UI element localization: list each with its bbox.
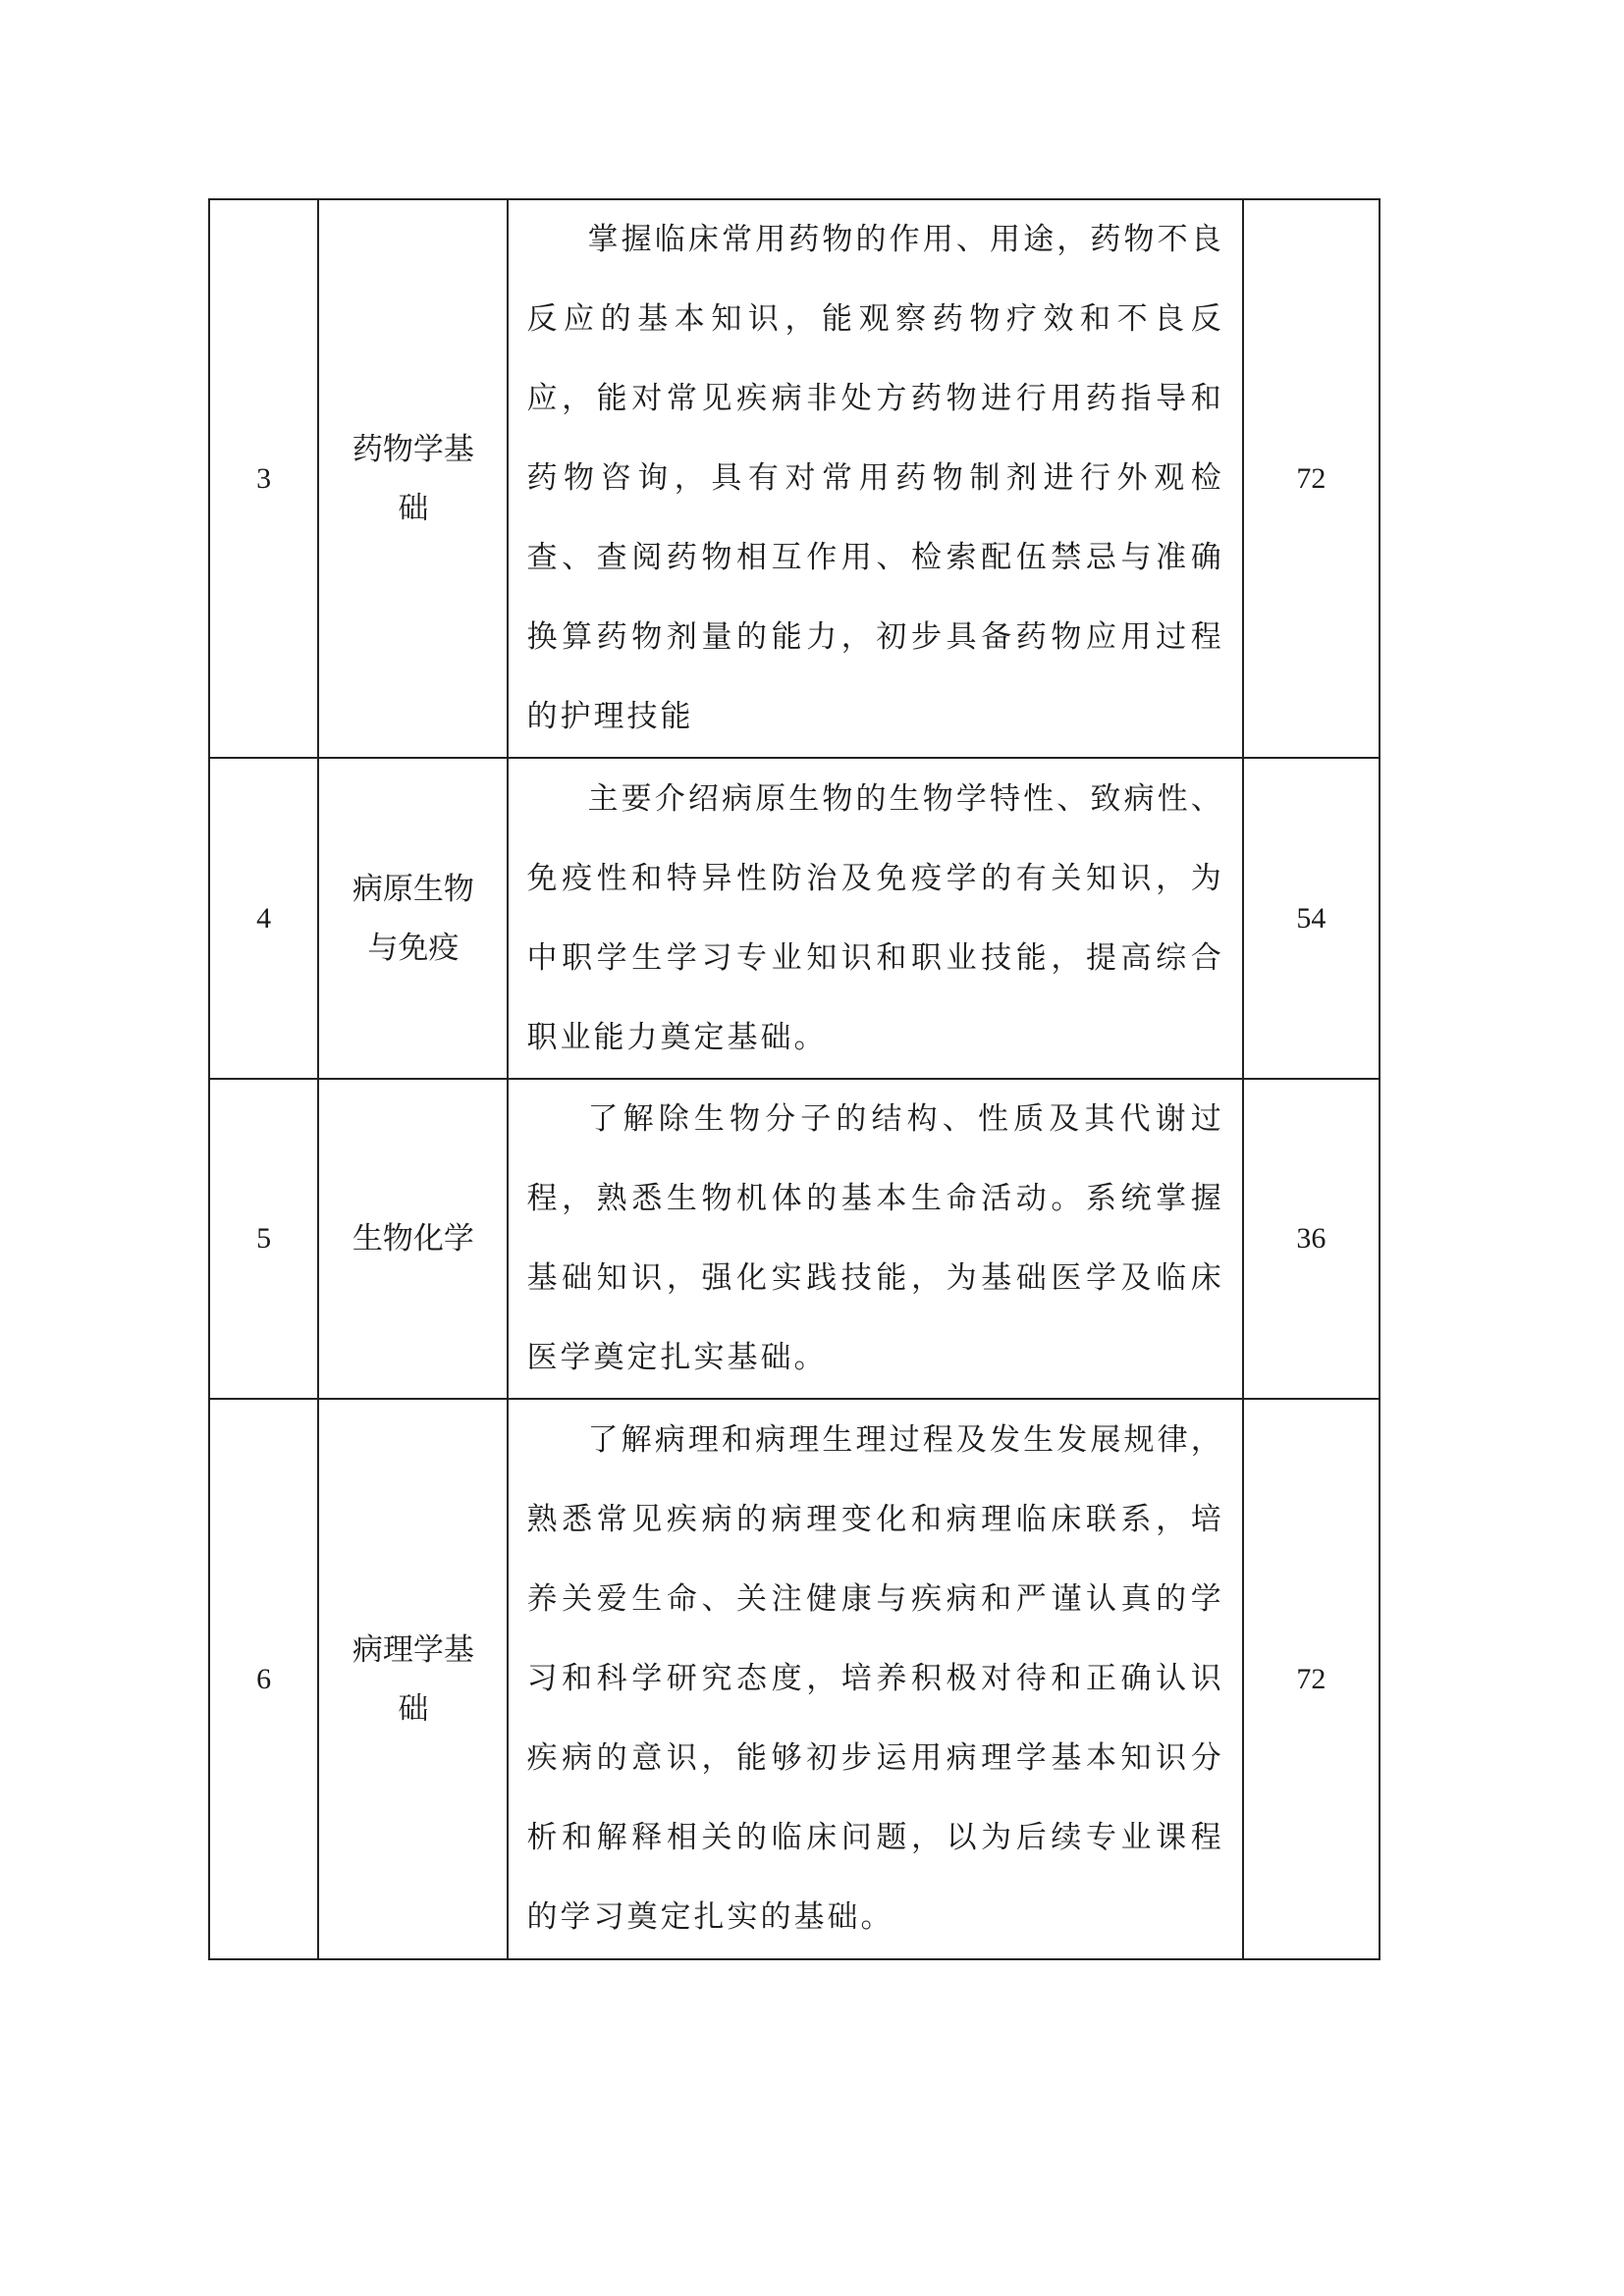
- course-description: 了解病理和病理生理过程及发生发展规律，熟悉常见疾病的病理变化和病理临床联系，培养关爱生命、关注健康与疾病和严谨认真的学习和科学研究态度，培养积极对待和正确认识疾病的意识，能够初步运用病理学基本知识分析和解释相关的临床问题，以为后续专业课程的学习奠定扎实的基础。: [508, 1399, 1242, 1959]
- table-row: [209, 1399, 1380, 1959]
- course-number: 3: [209, 199, 318, 758]
- course-name: 病理学基础: [352, 1631, 474, 1727]
- course-name-cell: [318, 758, 508, 1079]
- course-number: 6: [209, 1399, 318, 1959]
- course-name-cell: [318, 1399, 508, 1959]
- table-row: [209, 758, 1380, 1079]
- course-description: 了解除生物分子的结构、性质及其代谢过程，熟悉生物机体的基本生命活动。系统掌握基础知识，强化实践技能，为基础医学及临床医学奠定扎实基础。: [508, 1079, 1242, 1399]
- course-name-cell: [318, 199, 508, 758]
- course-name: 药物学基础: [352, 431, 474, 526]
- course-name-cell: [318, 1079, 508, 1399]
- course-hours: 36: [1243, 1079, 1380, 1399]
- course-hours: 72: [1243, 1399, 1380, 1959]
- course-hours: 72: [1243, 199, 1380, 758]
- course-number: 4: [209, 758, 318, 1079]
- course-table: [208, 198, 1380, 1960]
- course-name: 病原生物与免疫: [352, 871, 474, 966]
- course-hours: 54: [1243, 758, 1380, 1079]
- course-name: 生物化学: [352, 1221, 474, 1256]
- course-description: 主要介绍病原生物的生物学特性、致病性、免疫性和特异性防治及免疫学的有关知识，为中职学生学习专业知识和职业技能，提高综合职业能力奠定基础。: [508, 758, 1242, 1079]
- course-description: 掌握临床常用药物的作用、用途，药物不良反应的基本知识，能观察药物疗效和不良反应，能对常见疾病非处方药物进行用药指导和药物咨询，具有对常用药物制剂进行外观检查、查阅药物相互作用、检索配伍禁忌与准确换算药物剂量的能力，初步具备药物应用过程的护理技能: [508, 199, 1242, 758]
- course-number: 5: [209, 1079, 318, 1399]
- table-row: [209, 199, 1380, 758]
- table-row: [209, 1079, 1380, 1399]
